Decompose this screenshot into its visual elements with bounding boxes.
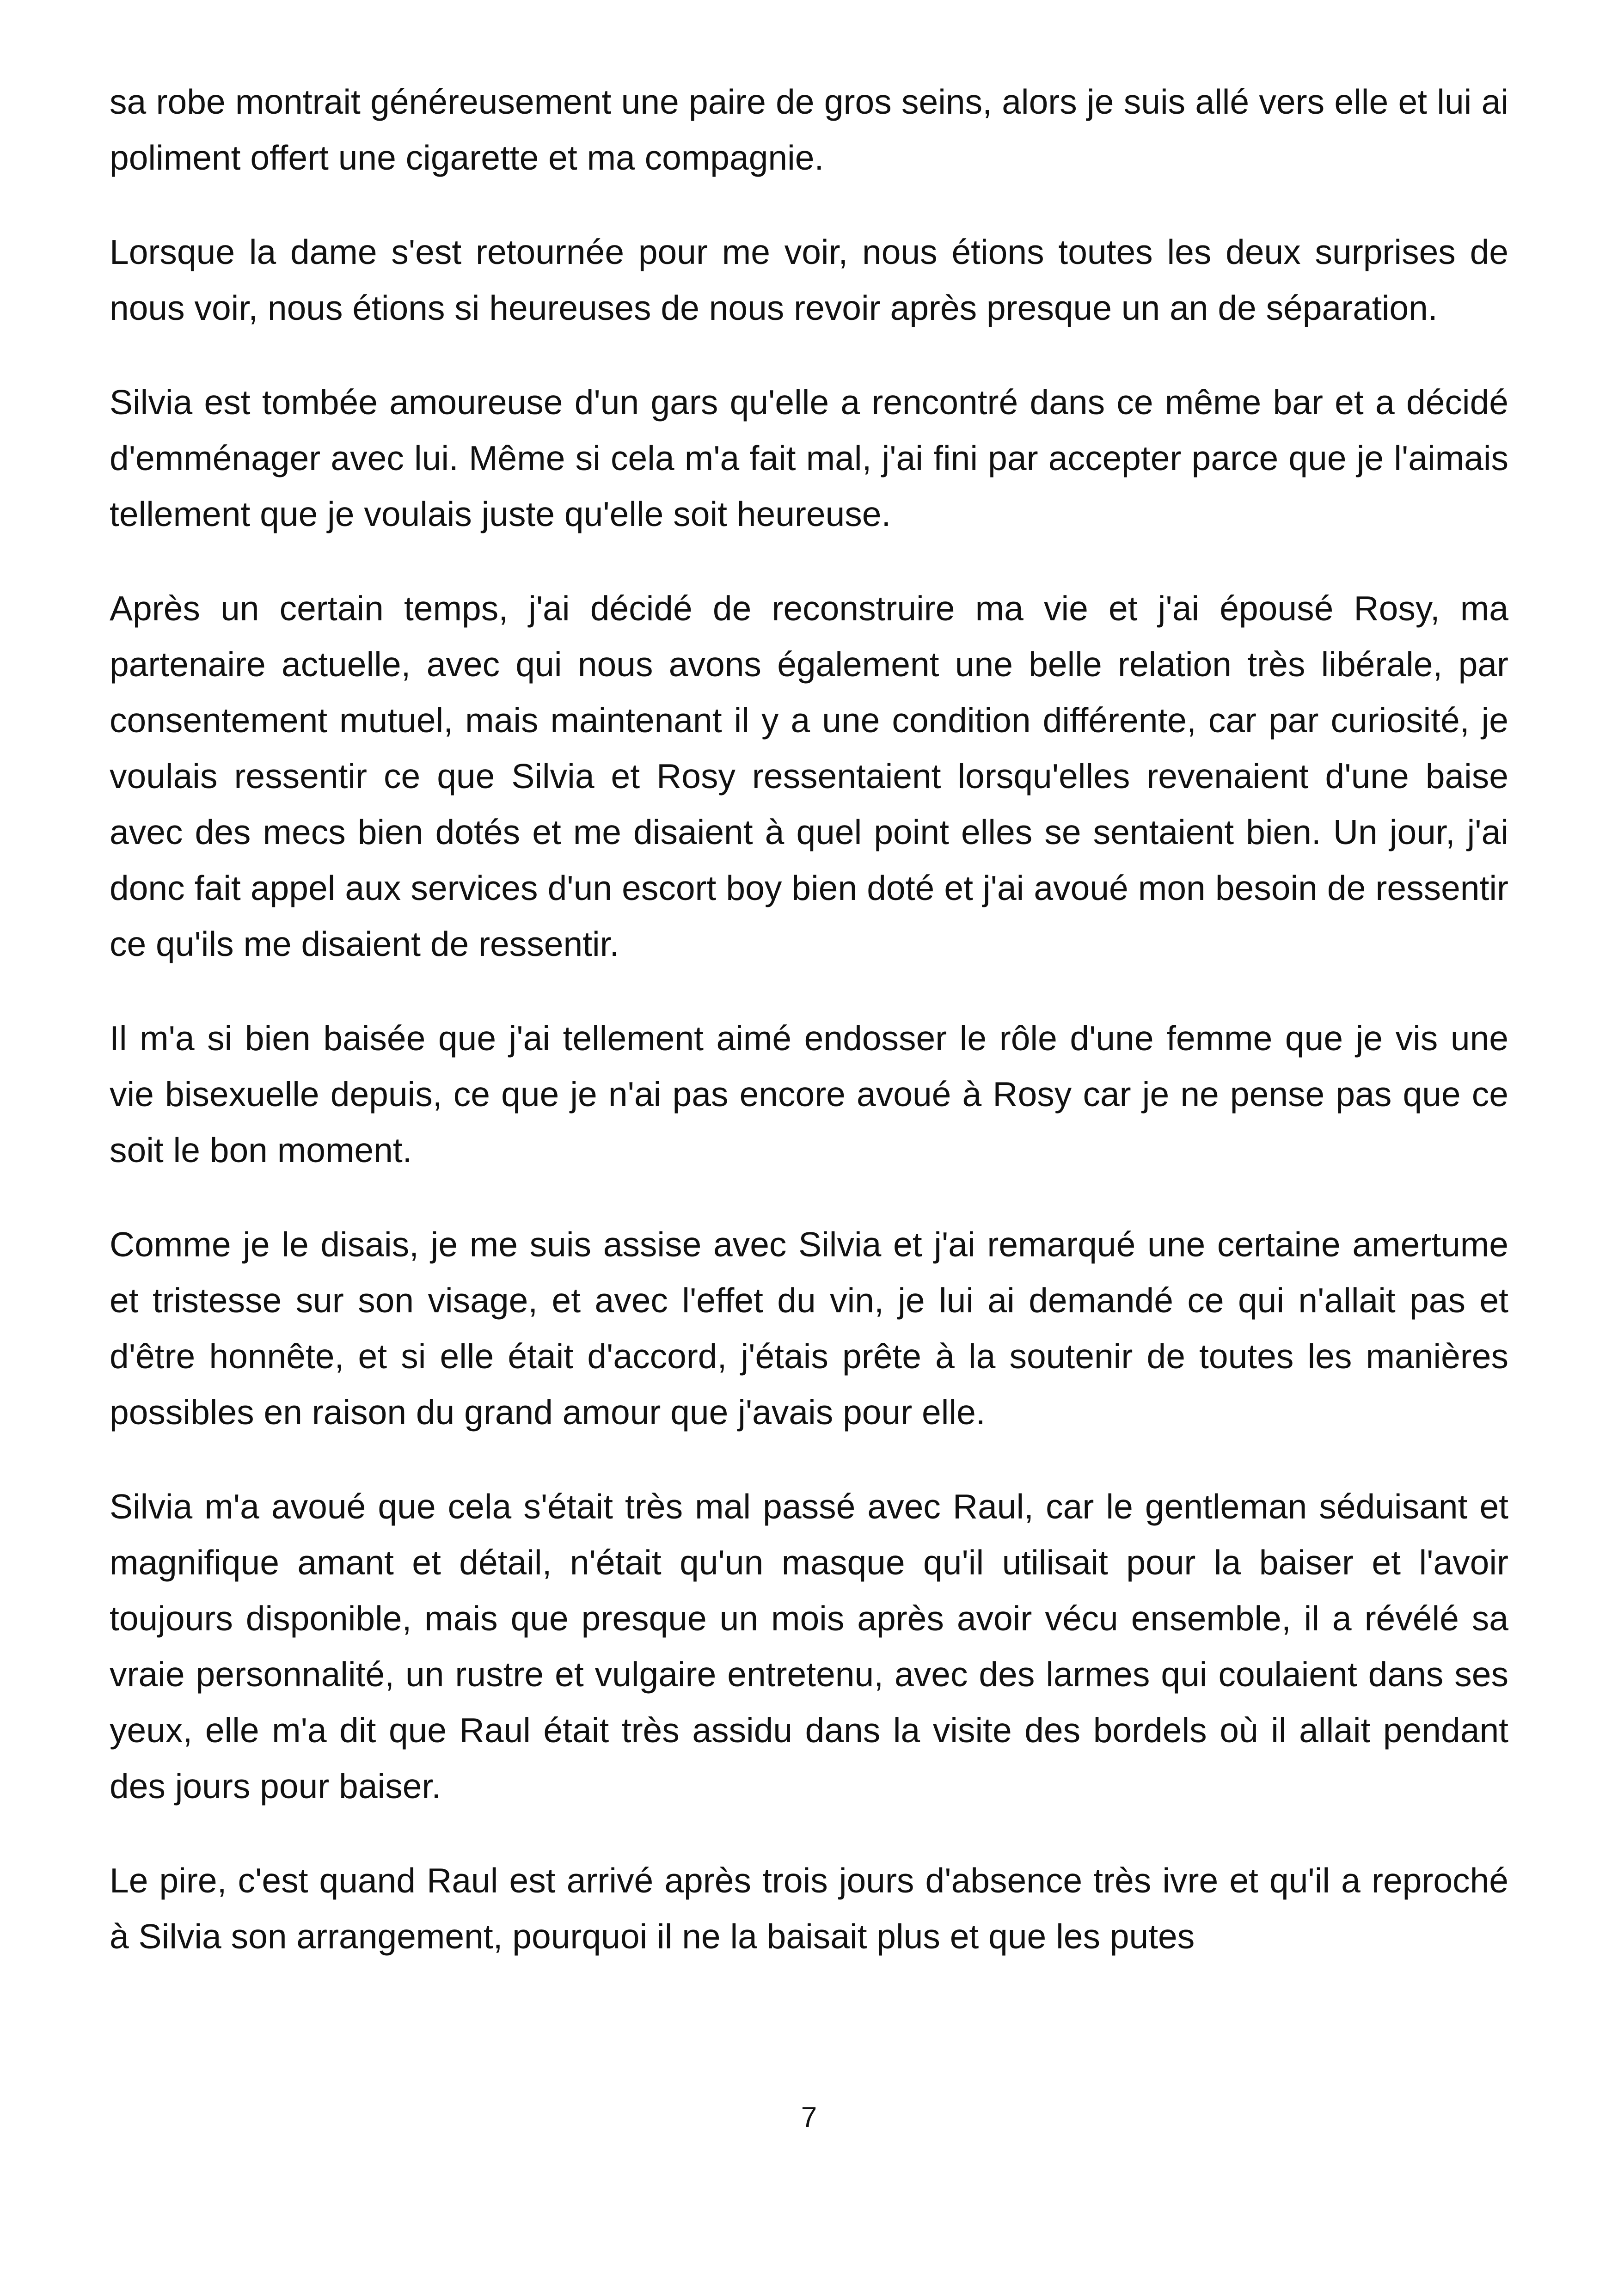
paragraph: Silvia m'a avoué que cela s'était très mal passé avec Raul, car le gentleman séduisant et magnifique amant et détail, n'était qu'un masque qu'il utilisait pour la baiser et l'avoir toujours disponible, mais que presque un mois après avoir vécu ensemble, il a révélé sa vraie personnalité, un rustre et vulgaire entretenu, avec des larmes qui coulaient dans ses yeux, elle m'a dit que Raul était très assidu dans la visite des bordels où il allait pendant des jours pour baiser. bbox=[110, 1487, 1508, 1806]
paragraph: Lorsque la dame s'est retournée pour me voir, nous étions toutes les deux surprises de nous voir, nous étions si heureuses de nous revoir après presque un an de séparation. bbox=[110, 233, 1508, 327]
body-text bbox=[110, 74, 1508, 1965]
page-number: 7 bbox=[801, 2101, 817, 2133]
paragraph: Il m'a si bien baisée que j'ai tellement aimé endosser le rôle d'une femme que je vis une vie bisexuelle depuis, ce que je n'ai pas encore avoué à Rosy car je ne pense pas que ce soit le bon moment. bbox=[110, 1019, 1508, 1169]
paragraph: Après un certain temps, j'ai décidé de reconstruire ma vie et j'ai épousé Rosy, ma partenaire actuelle, avec qui nous avons également une belle relation très libérale, par consentement mutuel, mais maintenant il y a une condition différente, car par curiosité, je voulais ressentir ce que Silvia et Rosy ressentaient lorsqu'elles revenaient d'une baise avec des mecs bien dotés et me disaient à quel point elles se sentaient bien. Un jour, j'ai donc fait appel aux services d'un escort boy bien doté et j'ai avoué mon besoin de ressentir ce qu'ils me disaient de ressentir. bbox=[110, 589, 1508, 963]
paragraph: Le pire, c'est quand Raul est arrivé après trois jours d'absence très ivre et qu'il a reproché à Silvia son arrangement, pourquoi il ne la baisait plus et que les putes bbox=[110, 1861, 1508, 1956]
paragraph: Silvia est tombée amoureuse d'un gars qu'elle a rencontré dans ce même bar et a décidé d'emménager avec lui. Même si cela m'a fait mal, j'ai fini par accepter parce que je l'aimais tellement que je voulais juste qu'elle soit heureuse. bbox=[110, 383, 1508, 533]
paragraph: Comme je le disais, je me suis assise avec Silvia et j'ai remarqué une certaine amertume et tristesse sur son visage, et avec l'effet du vin, je lui ai demandé ce qui n'allait pas et d'être honnête, et si elle était d'accord, j'étais prête à la soutenir de toutes les manières possibles en raison du grand amour que j'avais pour elle. bbox=[110, 1225, 1508, 1432]
paragraph: sa robe montrait généreusement une paire de gros seins, alors je suis allé vers elle et lui ai poliment offert une cigarette et ma compagnie. bbox=[110, 82, 1508, 177]
